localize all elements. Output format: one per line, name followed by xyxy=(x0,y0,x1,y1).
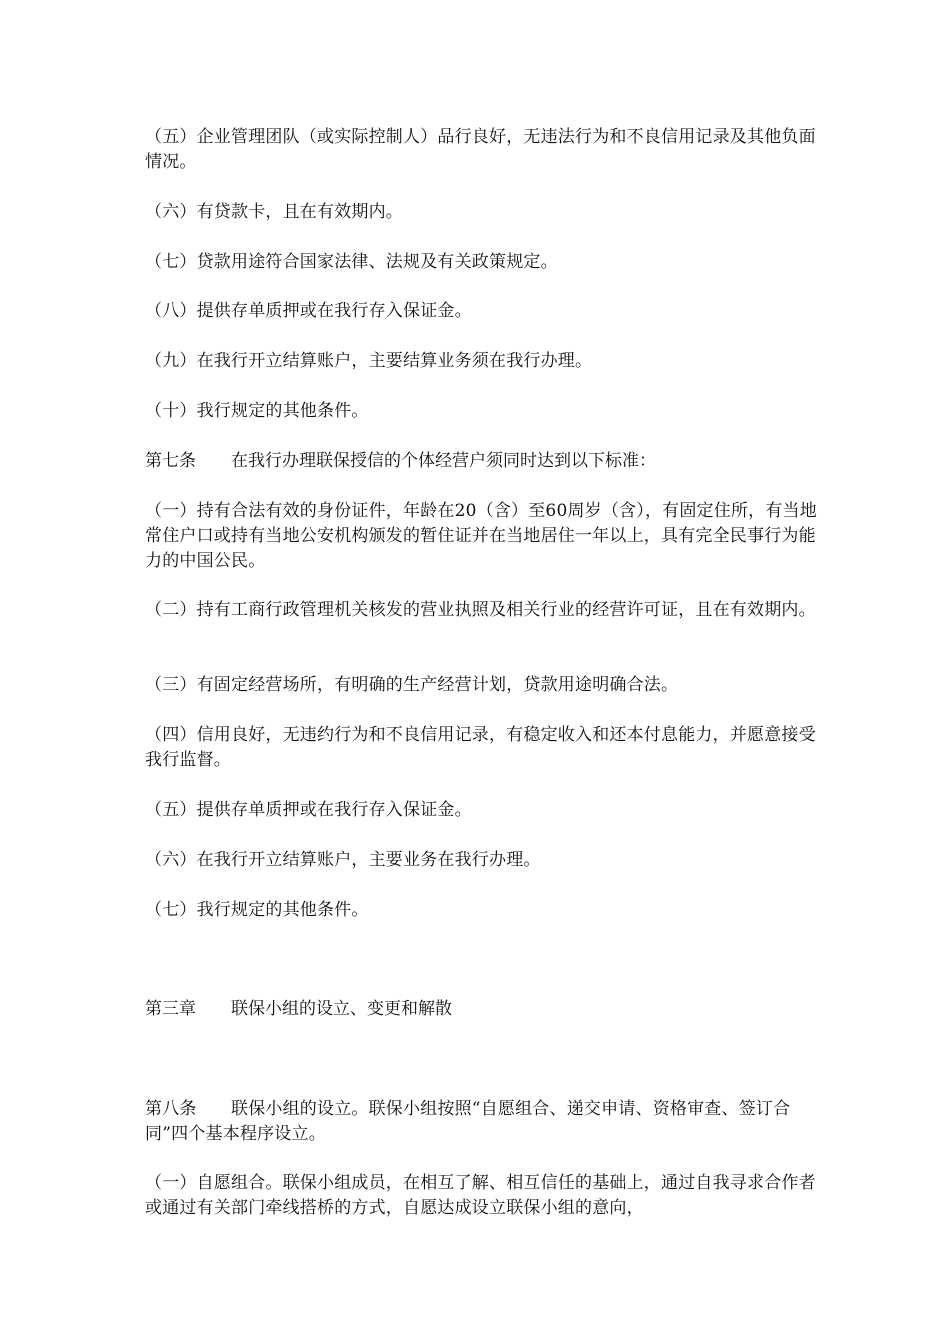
article-7-text: 在我行办理联保授信的个体经营户须同时达到以下标准： xyxy=(231,451,656,471)
chapter-3-heading xyxy=(145,997,452,1022)
article-7-label: 第七条 xyxy=(145,451,196,471)
paragraph-item-4-credit: （四）信用良好，无违约行为和不良信用记录，有稳定收入和还本付息能力，并愿意接受我行监督。 xyxy=(145,725,816,770)
paragraph-item-6-loan-card: （六）有贷款卡，且在有效期内。 xyxy=(145,202,403,222)
paragraph-item-1-voluntary-grouping: （一）自愿组合。联保小组成员，在相互了解、相互信任的基础上，通过自我寻求合作者或通过有关部门牵线搭桥的方式，自愿达成设立联保小组的意向， xyxy=(145,1173,816,1218)
paragraph-item-8-deposit-pledge: （八）提供存单质押或在我行存入保证金。 xyxy=(145,301,472,321)
paragraph-item-3-business-premises: （三）有固定经营场所，有明确的生产经营计划，贷款用途明确合法。 xyxy=(145,675,679,695)
paragraph-item-6-settlement-account: （六）在我行开立结算账户，主要业务在我行办理。 xyxy=(145,850,541,870)
paragraph-item-5-deposit-pledge: （五）提供存单质押或在我行存入保证金。 xyxy=(145,800,472,820)
paragraph-item-9-settlement-account: （九）在我行开立结算账户，主要结算业务须在我行办理。 xyxy=(145,351,593,371)
article-8-paragraph xyxy=(145,1097,817,1147)
paragraph-item-5-management: （五）企业管理团队（或实际控制人）品行良好，无违法行为和不良信用记录及其他负面情况。 xyxy=(145,127,816,172)
paragraph-item-2-business-license: （二）持有工商行政管理机关核发的营业执照及相关行业的经营许可证，且在有效期内。 xyxy=(145,600,816,620)
paragraph-item-10-other-conditions: （十）我行规定的其他条件。 xyxy=(145,401,369,421)
article-8-label: 第八条 xyxy=(145,1099,197,1119)
paragraph-item-7-loan-purpose: （七）贷款用途符合国家法律、法规及有关政策规定。 xyxy=(145,252,558,272)
article-7-heading xyxy=(145,449,656,474)
paragraph-item-7-other-conditions: （七）我行规定的其他条件。 xyxy=(145,900,369,920)
article-8-text: 联保小组的设立。联保小组按照“自愿组合、递交申请、资格审查、签订合同”四个基本程序设立。 xyxy=(145,1099,791,1144)
chapter-3-title: 联保小组的设立、变更和解散 xyxy=(231,999,452,1019)
paragraph-item-1-identity: （一）持有合法有效的身份证件，年龄在20（含）至60周岁（含），有固定住所，有当地常住户口或持有当地公安机构颁发的暂住证并在当地居住一年以上，具有完全民事行为能力的中国公民。 xyxy=(145,501,817,571)
chapter-3-label: 第三章 xyxy=(145,999,196,1019)
